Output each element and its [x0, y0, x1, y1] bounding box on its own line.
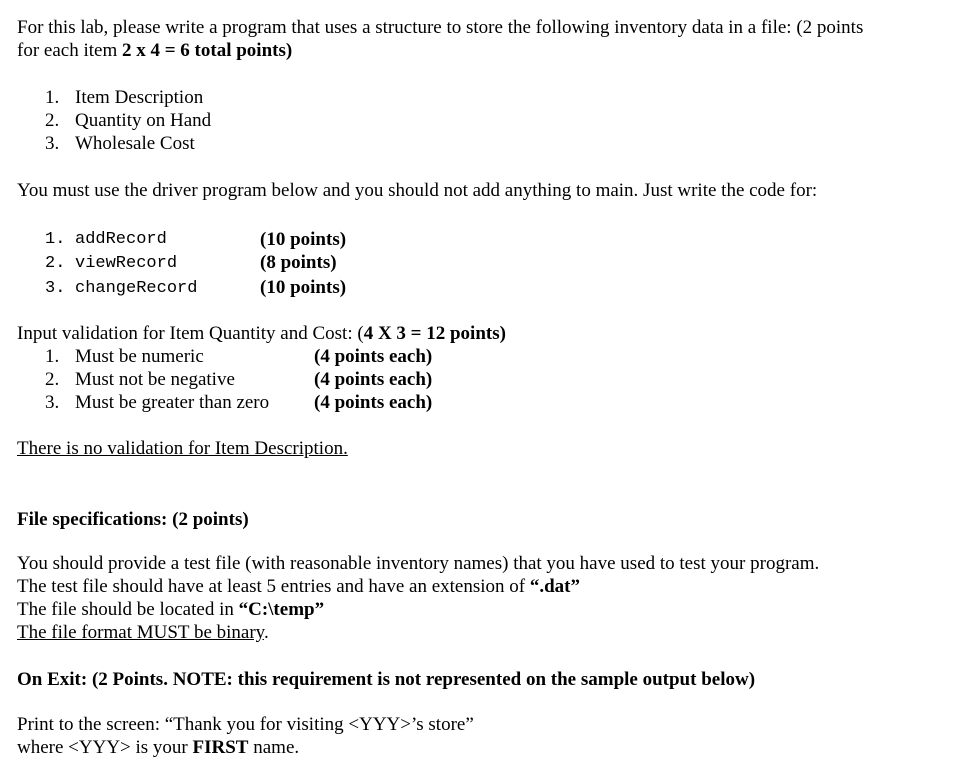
function-points: (10 points) — [260, 277, 347, 298]
file-spec-line-4 — [17, 621, 269, 644]
rule-points: (4 points each) — [314, 392, 433, 413]
on-exit-line-2 — [17, 736, 299, 759]
list-number: 2. — [45, 110, 60, 131]
validation-points: 4 X 3 = 12 points — [363, 323, 500, 344]
rule-number: 2. — [45, 369, 60, 390]
rule-text: Must be numeric — [75, 346, 204, 367]
rule-points: (4 points each) — [314, 346, 433, 367]
file-format-text: The file format MUST be binary — [17, 622, 264, 643]
list-item — [45, 86, 203, 109]
first-emphasis: FIRST — [192, 737, 249, 758]
on-exit-text-end: name. — [248, 737, 300, 758]
function-item — [45, 252, 177, 275]
file-location: “C:\temp” — [238, 599, 325, 620]
rule-text: Must not be negative — [75, 369, 235, 390]
validation-note: There is no validation for Item Description. — [17, 438, 348, 459]
validation-heading — [17, 322, 506, 345]
on-exit-line-1: Print to the screen: “Thank you for visiting <YYY>’s store” — [17, 714, 474, 735]
function-number: 1. — [45, 230, 66, 249]
validation-rule — [45, 391, 269, 414]
list-item — [45, 132, 195, 155]
intro-line-2 — [17, 39, 292, 62]
validation-rule — [45, 345, 204, 368]
on-exit-text-2: where <YYY> is your — [17, 737, 193, 758]
file-format-period: . — [263, 622, 269, 643]
function-points: (8 points) — [260, 252, 337, 273]
rule-text: Must be greater than zero — [75, 392, 270, 413]
function-name: changeRecord — [75, 279, 198, 298]
list-text: Item Description — [75, 87, 204, 108]
function-item — [45, 277, 197, 300]
function-points: (10 points) — [260, 229, 347, 250]
intro-text-2: for each item — [17, 40, 122, 61]
file-extension: “.dat” — [529, 576, 580, 597]
validation-rule — [45, 368, 235, 391]
list-number: 1. — [45, 87, 60, 108]
intro-text-1: For this lab, please write a program that uses a structure to store the following inventory data in a file: (2 points — [17, 17, 864, 38]
list-text: Quantity on Hand — [75, 110, 212, 131]
intro-close-paren: ) — [285, 40, 293, 61]
list-text: Wholesale Cost — [75, 133, 195, 154]
total-points: 2 x 4 = 6 total points — [121, 40, 286, 61]
function-name: addRecord — [75, 230, 167, 249]
validation-close-paren: ) — [499, 323, 506, 344]
function-name: viewRecord — [75, 254, 178, 273]
intro-line-1 — [17, 16, 863, 39]
file-spec-line-3 — [17, 598, 324, 621]
driver-instructions: You must use the driver program below and you should not add anything to main. Just write the code for: — [17, 180, 818, 201]
function-number: 2. — [45, 254, 66, 273]
file-spec-text-2: The test file should have at least 5 entries and have an extension of — [17, 576, 530, 597]
rule-number: 1. — [45, 346, 60, 367]
function-item — [45, 228, 167, 251]
file-spec-line-1: You should provide a test file (with reasonable inventory names) that you have used to test your program. — [17, 553, 820, 574]
validation-heading-text: Input validation for Item Quantity and Cost: ( — [17, 323, 364, 344]
file-spec-text-3: The file should be located in — [17, 599, 239, 620]
rule-number: 3. — [45, 392, 60, 413]
on-exit-heading: On Exit: (2 Points. NOTE: this requirement is not represented on the sample output below) — [17, 669, 756, 690]
file-spec-heading: File specifications: (2 points) — [17, 509, 249, 530]
rule-points: (4 points each) — [314, 369, 433, 390]
function-number: 3. — [45, 279, 66, 298]
list-item — [45, 109, 211, 132]
file-spec-line-2 — [17, 575, 580, 598]
list-number: 3. — [45, 133, 60, 154]
